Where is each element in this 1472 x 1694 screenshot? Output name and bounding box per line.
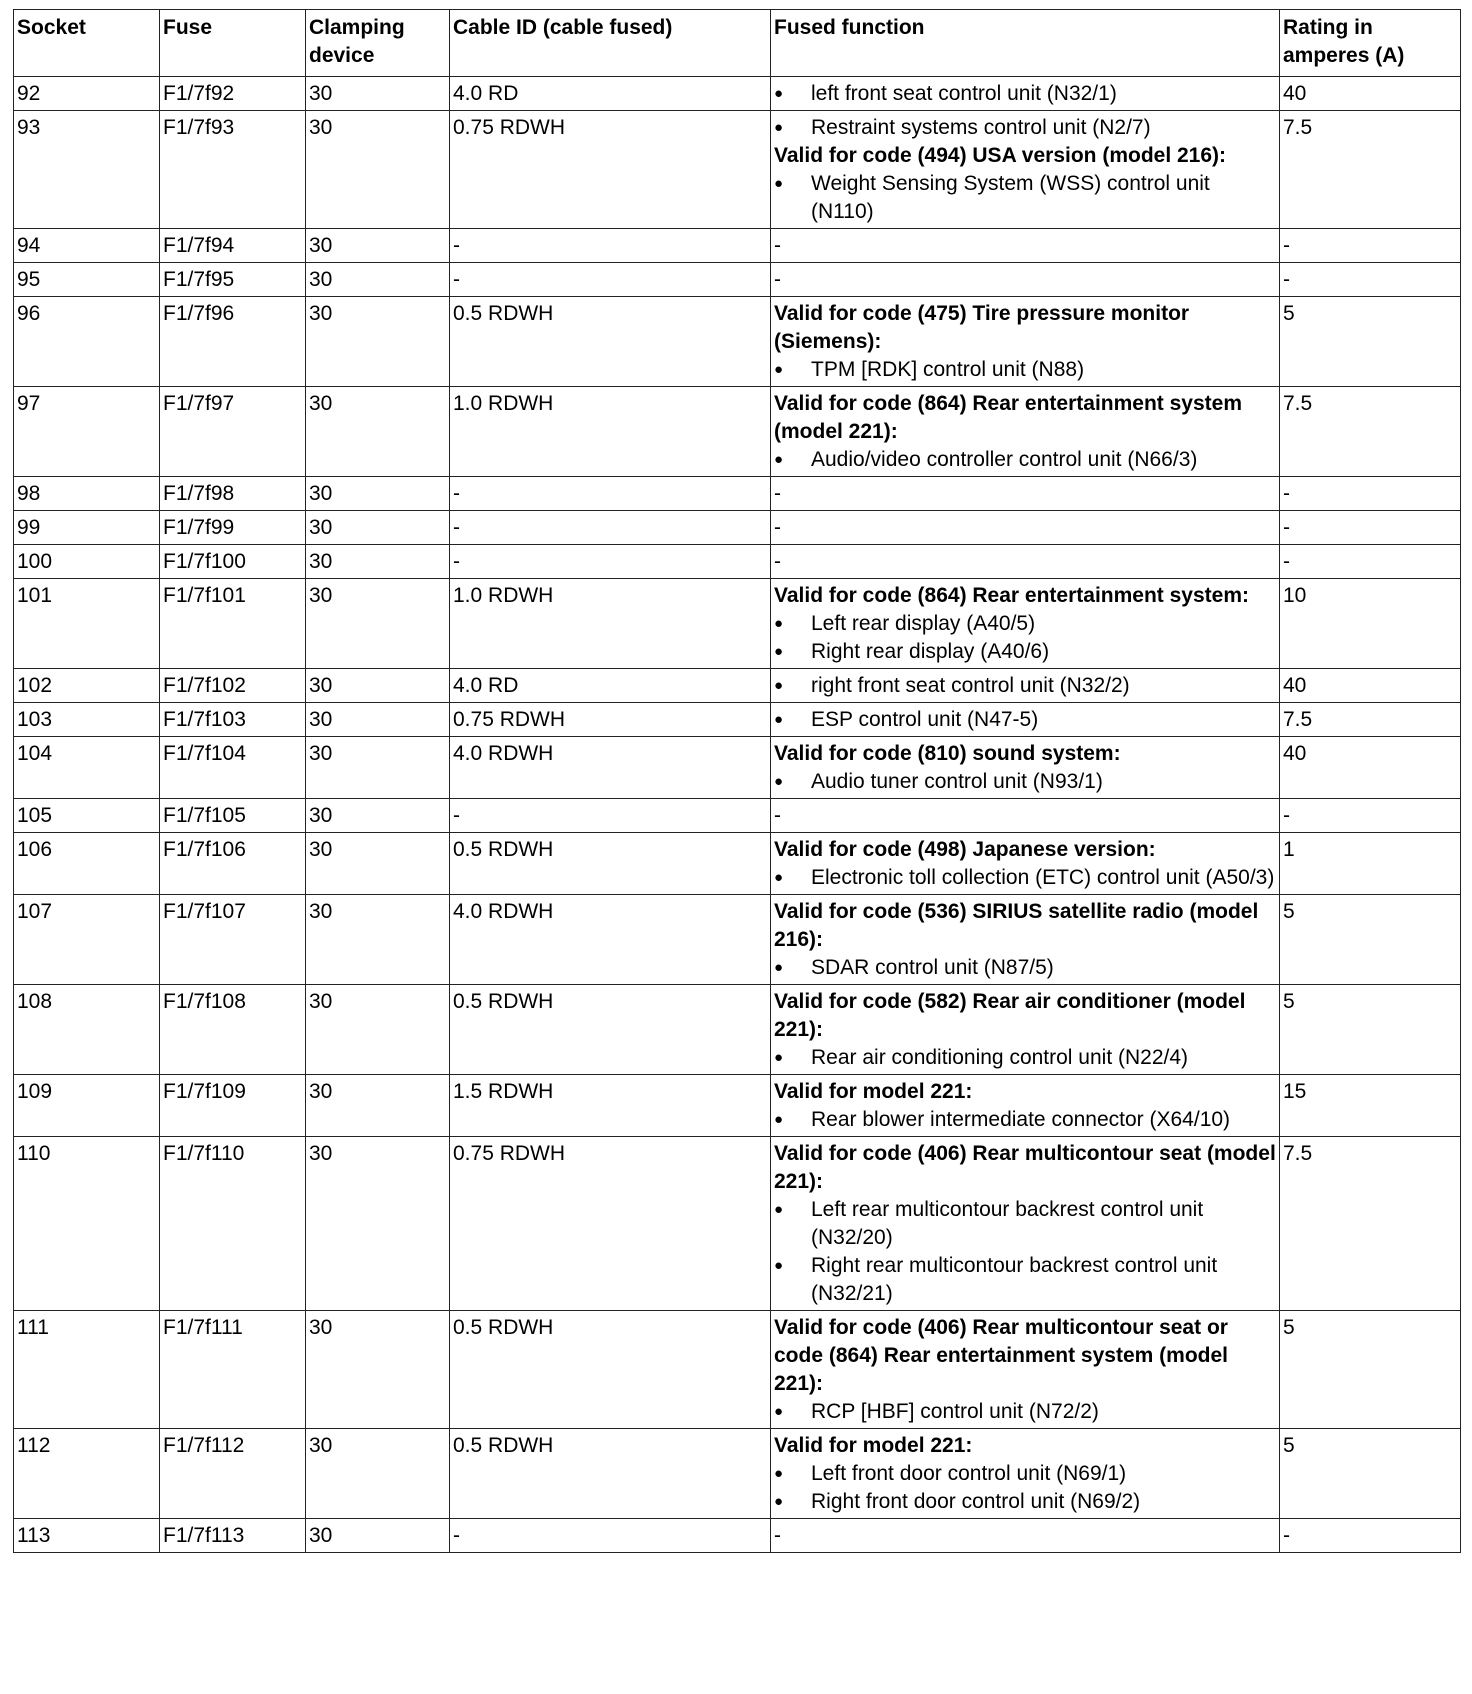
cable-id-cell: 0.75 RDWH xyxy=(450,1137,771,1311)
bullet-icon: ● xyxy=(774,711,784,728)
clamping-device-cell: 30 xyxy=(306,799,450,833)
socket-cell: 102 xyxy=(14,669,160,703)
cable-id-cell: 4.0 RDWH xyxy=(450,895,771,985)
table-row xyxy=(14,1429,1461,1519)
socket-cell: 107 xyxy=(14,895,160,985)
clamping-device-cell: 30 xyxy=(306,387,450,477)
function-text: - xyxy=(774,234,781,257)
validity-heading: Valid for code (810) sound system: xyxy=(774,742,1121,765)
rating-cell: 15 xyxy=(1280,1075,1461,1137)
cable-id-cell: - xyxy=(450,511,771,545)
cable-id-cell: 0.75 RDWH xyxy=(450,703,771,737)
clamping-device-cell: 30 xyxy=(306,111,450,229)
rating-cell: 7.5 xyxy=(1280,111,1461,229)
clamping-device-cell: 30 xyxy=(306,545,450,579)
fused-function-cell xyxy=(771,545,1280,579)
fuse-cell: F1/7f111 xyxy=(160,1311,306,1429)
rating-cell: 40 xyxy=(1280,737,1461,799)
socket-cell: 94 xyxy=(14,229,160,263)
table-row xyxy=(14,799,1461,833)
clamping-device-cell: 30 xyxy=(306,703,450,737)
fused-function-cell xyxy=(771,799,1280,833)
fuse-cell: F1/7f102 xyxy=(160,669,306,703)
rating-cell: 40 xyxy=(1280,77,1461,111)
bullet-icon: ● xyxy=(774,175,784,192)
fuse-cell: F1/7f101 xyxy=(160,579,306,669)
bullet-icon: ● xyxy=(774,85,784,102)
fuse-cell: F1/7f96 xyxy=(160,297,306,387)
validity-heading: Valid for code (498) Japanese version: xyxy=(774,838,1156,861)
clamping-device-cell: 30 xyxy=(306,1075,450,1137)
clamping-device-cell: 30 xyxy=(306,669,450,703)
table-row xyxy=(14,985,1461,1075)
cable-id-cell: 0.5 RDWH xyxy=(450,833,771,895)
bullet-icon: ● xyxy=(774,773,784,790)
clamping-device-cell: 30 xyxy=(306,737,450,799)
bullet-icon: ● xyxy=(774,119,784,136)
validity-heading: Valid for model 221: xyxy=(774,1080,973,1103)
bullet-text: right front seat control unit (N32/2) xyxy=(811,674,1130,697)
bullet-text: Audio tuner control unit (N93/1) xyxy=(811,770,1103,793)
table-row xyxy=(14,703,1461,737)
socket-cell: 109 xyxy=(14,1075,160,1137)
function-text: - xyxy=(774,268,781,291)
bullet-icon: ● xyxy=(774,1403,784,1420)
fused-function-cell xyxy=(771,1075,1280,1137)
fuse-cell: F1/7f109 xyxy=(160,1075,306,1137)
cable-id-cell: - xyxy=(450,545,771,579)
rating-cell: 5 xyxy=(1280,1311,1461,1429)
bullet-text: TPM [RDK] control unit (N88) xyxy=(811,358,1085,381)
bullet-text: RCP [HBF] control unit (N72/2) xyxy=(811,1400,1099,1423)
validity-heading: Valid for code (864) Rear entertainment system (model 221): xyxy=(774,392,1242,443)
clamping-device-cell: 30 xyxy=(306,895,450,985)
cable-id-cell: - xyxy=(450,477,771,511)
fused-function-cell xyxy=(771,579,1280,669)
cable-id-cell: - xyxy=(450,263,771,297)
table-row xyxy=(14,669,1461,703)
bullet-text: Left rear display (A40/5) xyxy=(811,612,1036,635)
bullet-item xyxy=(774,610,1276,638)
socket-cell: 106 xyxy=(14,833,160,895)
function-text: - xyxy=(774,516,781,539)
bullet-icon: ● xyxy=(774,1111,784,1128)
cable-id-cell: 1.0 RDWH xyxy=(450,387,771,477)
bullet-item xyxy=(774,864,1276,892)
bullet-item xyxy=(774,1488,1276,1516)
fuse-cell: F1/7f94 xyxy=(160,229,306,263)
cable-id-cell: 0.5 RDWH xyxy=(450,297,771,387)
bullet-item xyxy=(774,80,1276,108)
table-row xyxy=(14,1519,1461,1553)
socket-cell: 95 xyxy=(14,263,160,297)
fused-function-cell xyxy=(771,669,1280,703)
fused-function-cell xyxy=(771,297,1280,387)
bullet-item xyxy=(774,170,1276,226)
socket-cell: 101 xyxy=(14,579,160,669)
table-row xyxy=(14,229,1461,263)
clamping-device-cell: 30 xyxy=(306,1137,450,1311)
socket-cell: 97 xyxy=(14,387,160,477)
socket-cell: 96 xyxy=(14,297,160,387)
cable-id-cell: 0.75 RDWH xyxy=(450,111,771,229)
fuse-cell: F1/7f93 xyxy=(160,111,306,229)
rating-cell: 7.5 xyxy=(1280,1137,1461,1311)
clamping-device-cell: 30 xyxy=(306,77,450,111)
bullet-text: Weight Sensing System (WSS) control unit (N110) xyxy=(811,172,1210,223)
bullet-item xyxy=(774,1460,1276,1488)
fuse-cell: F1/7f104 xyxy=(160,737,306,799)
rating-cell: 5 xyxy=(1280,895,1461,985)
bullet-text: Left front door control unit (N69/1) xyxy=(811,1462,1127,1485)
clamping-device-cell: 30 xyxy=(306,477,450,511)
socket-cell: 112 xyxy=(14,1429,160,1519)
bullet-text: Rear air conditioning control unit (N22/4) xyxy=(811,1046,1189,1069)
bullet-item xyxy=(774,638,1276,666)
validity-heading: Valid for code (406) Rear multicontour seat (model 221): xyxy=(774,1142,1276,1193)
fused-function-cell xyxy=(771,111,1280,229)
fuse-cell: F1/7f103 xyxy=(160,703,306,737)
bullet-item xyxy=(774,356,1276,384)
table-row xyxy=(14,545,1461,579)
cable-id-cell: - xyxy=(450,799,771,833)
table-row xyxy=(14,1137,1461,1311)
fuse-cell: F1/7f99 xyxy=(160,511,306,545)
clamping-device-cell: 30 xyxy=(306,579,450,669)
fuse-cell: F1/7f105 xyxy=(160,799,306,833)
bullet-text: Audio/video controller control unit (N66/3) xyxy=(811,448,1198,471)
rating-cell: - xyxy=(1280,511,1461,545)
validity-heading: Valid for model 221: xyxy=(774,1434,973,1457)
table-row xyxy=(14,263,1461,297)
rating-cell: 10 xyxy=(1280,579,1461,669)
bullet-icon: ● xyxy=(774,959,784,976)
bullet-icon: ● xyxy=(774,1257,784,1274)
table-row xyxy=(14,111,1461,229)
rating-cell: - xyxy=(1280,799,1461,833)
bullet-item xyxy=(774,954,1276,982)
bullet-text: Electronic toll collection (ETC) control unit (A50/3) xyxy=(811,866,1275,889)
bullet-item xyxy=(774,1044,1276,1072)
socket-cell: 108 xyxy=(14,985,160,1075)
table-row xyxy=(14,895,1461,985)
cable-id-cell: 1.0 RDWH xyxy=(450,579,771,669)
socket-cell: 105 xyxy=(14,799,160,833)
bullet-text: Restraint systems control unit (N2/7) xyxy=(811,116,1151,139)
socket-cell: 113 xyxy=(14,1519,160,1553)
socket-cell: 99 xyxy=(14,511,160,545)
header-fuse: Fuse xyxy=(160,10,306,77)
fused-function-cell xyxy=(771,511,1280,545)
function-text: - xyxy=(774,1524,781,1547)
table-row xyxy=(14,511,1461,545)
bullet-icon: ● xyxy=(774,615,784,632)
fused-function-cell xyxy=(771,737,1280,799)
fuse-cell: F1/7f113 xyxy=(160,1519,306,1553)
fuse-cell: F1/7f108 xyxy=(160,985,306,1075)
table-row xyxy=(14,297,1461,387)
header-socket: Socket xyxy=(14,10,160,77)
fuse-table xyxy=(13,9,1461,1553)
bullet-item xyxy=(774,706,1276,734)
table-row xyxy=(14,579,1461,669)
fused-function-cell xyxy=(771,387,1280,477)
fused-function-cell xyxy=(771,477,1280,511)
bullet-text: Right rear display (A40/6) xyxy=(811,640,1050,663)
bullet-item xyxy=(774,1398,1276,1426)
fuse-cell: F1/7f106 xyxy=(160,833,306,895)
validity-heading: Valid for code (536) SIRIUS satellite radio (model 216): xyxy=(774,900,1259,951)
clamping-device-cell: 30 xyxy=(306,229,450,263)
bullet-icon: ● xyxy=(774,1049,784,1066)
rating-cell: - xyxy=(1280,1519,1461,1553)
validity-heading: Valid for code (494) USA version (model 216): xyxy=(774,144,1227,167)
fused-function-cell xyxy=(771,229,1280,263)
cable-id-cell: - xyxy=(450,229,771,263)
bullet-item xyxy=(774,1196,1276,1252)
fused-function-cell xyxy=(771,1137,1280,1311)
table-row xyxy=(14,833,1461,895)
validity-heading: Valid for code (864) Rear entertainment system: xyxy=(774,584,1249,607)
cable-id-cell: 4.0 RD xyxy=(450,77,771,111)
bullet-icon: ● xyxy=(774,1493,784,1510)
function-text: - xyxy=(774,550,781,573)
validity-heading: Valid for code (406) Rear multicontour seat or code (864) Rear entertainment system (model 221): xyxy=(774,1316,1228,1395)
fuse-cell: F1/7f100 xyxy=(160,545,306,579)
rating-cell: 5 xyxy=(1280,1429,1461,1519)
clamping-device-cell: 30 xyxy=(306,985,450,1075)
clamping-device-cell: 30 xyxy=(306,263,450,297)
bullet-icon: ● xyxy=(774,451,784,468)
socket-cell: 111 xyxy=(14,1311,160,1429)
fuse-cell: F1/7f107 xyxy=(160,895,306,985)
fused-function-cell xyxy=(771,1519,1280,1553)
rating-cell: 40 xyxy=(1280,669,1461,703)
cable-id-cell: - xyxy=(450,1519,771,1553)
bullet-item xyxy=(774,114,1276,142)
table-row xyxy=(14,1075,1461,1137)
rating-cell: - xyxy=(1280,229,1461,263)
socket-cell: 103 xyxy=(14,703,160,737)
bullet-text: ESP control unit (N47-5) xyxy=(811,708,1039,731)
header-fused-function: Fused function xyxy=(771,10,1280,77)
rating-cell: 1 xyxy=(1280,833,1461,895)
fused-function-cell xyxy=(771,985,1280,1075)
fuse-cell: F1/7f110 xyxy=(160,1137,306,1311)
fuse-cell: F1/7f98 xyxy=(160,477,306,511)
bullet-text: Rear blower intermediate connector (X64/10) xyxy=(811,1108,1231,1131)
rating-cell: - xyxy=(1280,477,1461,511)
fused-function-cell xyxy=(771,703,1280,737)
bullet-text: left front seat control unit (N32/1) xyxy=(811,82,1117,105)
fused-function-cell xyxy=(771,263,1280,297)
fused-function-cell xyxy=(771,1429,1280,1519)
bullet-icon: ● xyxy=(774,1201,784,1218)
bullet-item xyxy=(774,672,1276,700)
validity-heading: Valid for code (475) Tire pressure monitor (Siemens): xyxy=(774,302,1190,353)
fuse-cell: F1/7f95 xyxy=(160,263,306,297)
clamping-device-cell: 30 xyxy=(306,1519,450,1553)
bullet-icon: ● xyxy=(774,643,784,660)
bullet-item xyxy=(774,1252,1276,1308)
header-row xyxy=(14,10,1461,77)
socket-cell: 100 xyxy=(14,545,160,579)
rating-cell: 7.5 xyxy=(1280,387,1461,477)
table-row xyxy=(14,387,1461,477)
header-clamping-device: Clamping device xyxy=(306,10,450,77)
cable-id-cell: 0.5 RDWH xyxy=(450,985,771,1075)
header-rating: Rating in amperes (A) xyxy=(1280,10,1461,77)
clamping-device-cell: 30 xyxy=(306,833,450,895)
table-row xyxy=(14,737,1461,799)
clamping-device-cell: 30 xyxy=(306,511,450,545)
bullet-text: Right rear multicontour backrest control unit (N32/21) xyxy=(811,1254,1218,1305)
rating-cell: - xyxy=(1280,545,1461,579)
socket-cell: 92 xyxy=(14,77,160,111)
cable-id-cell: 0.5 RDWH xyxy=(450,1429,771,1519)
fused-function-cell xyxy=(771,1311,1280,1429)
validity-heading: Valid for code (582) Rear air conditioner (model 221): xyxy=(774,990,1246,1041)
bullet-item xyxy=(774,446,1276,474)
function-text: - xyxy=(774,804,781,827)
bullet-item xyxy=(774,768,1276,796)
bullet-icon: ● xyxy=(774,869,784,886)
table-row xyxy=(14,1311,1461,1429)
cable-id-cell: 4.0 RD xyxy=(450,669,771,703)
table-row xyxy=(14,77,1461,111)
bullet-item xyxy=(774,1106,1276,1134)
rating-cell: 5 xyxy=(1280,985,1461,1075)
bullet-text: Left rear multicontour backrest control unit (N32/20) xyxy=(811,1198,1204,1249)
bullet-icon: ● xyxy=(774,361,784,378)
clamping-device-cell: 30 xyxy=(306,1429,450,1519)
fuse-cell: F1/7f112 xyxy=(160,1429,306,1519)
fuse-cell: F1/7f97 xyxy=(160,387,306,477)
bullet-text: SDAR control unit (N87/5) xyxy=(811,956,1054,979)
socket-cell: 93 xyxy=(14,111,160,229)
socket-cell: 104 xyxy=(14,737,160,799)
clamping-device-cell: 30 xyxy=(306,1311,450,1429)
socket-cell: 110 xyxy=(14,1137,160,1311)
rating-cell: 7.5 xyxy=(1280,703,1461,737)
bullet-text: Right front door control unit (N69/2) xyxy=(811,1490,1141,1513)
fused-function-cell xyxy=(771,77,1280,111)
fuse-cell: F1/7f92 xyxy=(160,77,306,111)
rating-cell: 5 xyxy=(1280,297,1461,387)
table-row xyxy=(14,477,1461,511)
fused-function-cell xyxy=(771,833,1280,895)
fused-function-cell xyxy=(771,895,1280,985)
cable-id-cell: 0.5 RDWH xyxy=(450,1311,771,1429)
socket-cell: 98 xyxy=(14,477,160,511)
function-text: - xyxy=(774,482,781,505)
bullet-icon: ● xyxy=(774,677,784,694)
clamping-device-cell: 30 xyxy=(306,297,450,387)
rating-cell: - xyxy=(1280,263,1461,297)
cable-id-cell: 1.5 RDWH xyxy=(450,1075,771,1137)
cable-id-cell: 4.0 RDWH xyxy=(450,737,771,799)
bullet-icon: ● xyxy=(774,1465,784,1482)
header-cable-id: Cable ID (cable fused) xyxy=(450,10,771,77)
